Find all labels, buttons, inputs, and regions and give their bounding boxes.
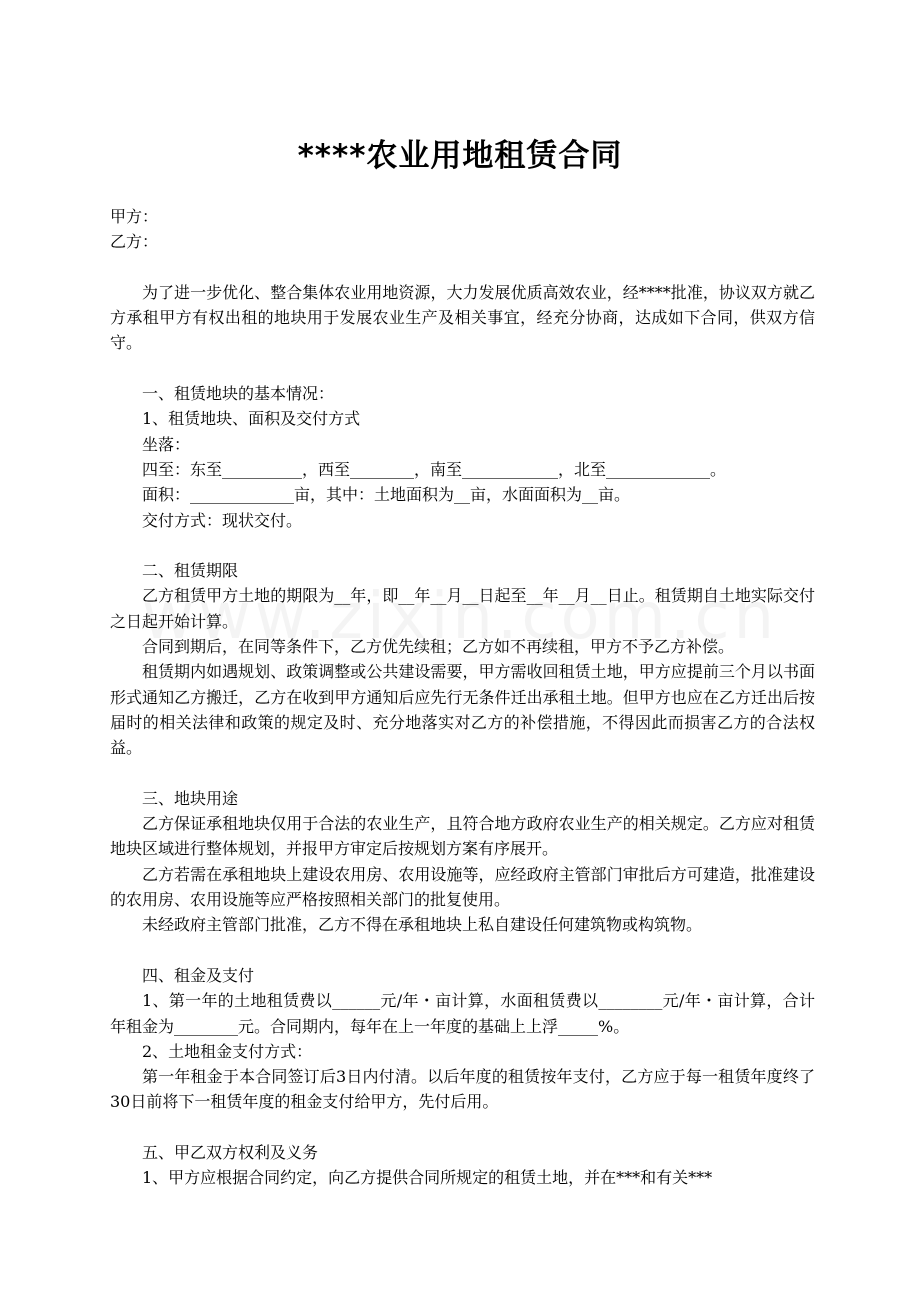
section4-paragraph-1: 1、第一年的土地租赁费以______元/年・亩计算，水面租赁费以________元/年・亩计算，合计年租金为________元。合同期内，每年在上一年度的基础上上浮_____%。 [110,991,815,1036]
section1-delivery: 交付方式：现状交付。 [142,510,303,530]
section4-heading: 四、租金及支付 [142,965,255,985]
spacer [110,255,815,280]
section1-boundaries: 四至：东至__________，西至________，南至____________，北至_____________。 [142,459,727,479]
document-title: ****农业用地租赁合同 [297,138,623,174]
section4-paragraph-3: 第一年租金于本合同签订后3日内付清。以后年度的租赁按年支付，乙方应于每一租赁年度终了30日前将下一租赁年度的租金支付给甲方，先付后用。 [110,1067,815,1112]
section3-paragraph-3: 未经政府主管部门批准，乙方不得在承租地块上私自建设任何建筑物或构筑物。 [142,915,703,935]
section1-area: 面积：_____________亩，其中：土地面积为__亩，水面面积为__亩。 [142,485,631,505]
section2-paragraph-3: 租赁期内如遇规划、政策调整或公共建设需要，甲方需收回租赁土地，甲方应提前三个月以书面形式通知乙方搬迁，乙方在收到甲方通知后应先行无条件迁出承租土地。但甲方也应在乙方迁出后按届时的相关法律和政策的规定及时、充分地落实对乙方的补偿措施，不得因此而损害乙方的合法权益。 [110,662,815,758]
section3-heading: 三、地块用途 [142,788,239,808]
spacer [110,761,815,786]
section5-heading: 五、甲乙双方权利及义务 [142,1142,319,1162]
party-b-line: 乙方： [110,232,159,252]
preamble-paragraph: 为了进一步优化、整合集体农业用地资源，大力发展优质高效农业，经****批准，协议双方就乙方承租甲方有权出租的地块用于发展农业生产及相关事宜，经充分协商，达成如下合同，供双方信守。 [110,282,815,353]
document-body [110,204,815,1191]
party-a-line: 甲方： [110,207,159,226]
section2-heading: 二、租赁期限 [142,561,239,581]
section3-paragraph-2: 乙方若需在承租地块上建设农用房、农用设施等，应经政府主管部门审批后方可建造，批准建设的农用房、农用设施等应严格按照相关部门的批复使用。 [110,864,815,910]
section1-item1: 1、租赁地块、面积及交付方式 [142,409,361,429]
spacer [110,1115,815,1140]
section2-paragraph-1: 乙方租赁甲方土地的期限为__年，即__年__月__日起至__年__月__日止。租赁期自土地实际交付之日起开始计算。 [110,586,815,631]
spacer [110,938,815,963]
spacer [110,533,815,558]
section2-paragraph-2: 合同到期后，在同等条件下，乙方优先续租；乙方如不再续租，甲方不予乙方补偿。 [142,637,735,657]
spacer [110,356,815,381]
section3-paragraph-1: 乙方保证承租地块仅用于合法的农业生产，且符合地方政府农业生产的相关规定。乙方应对租赁地块区域进行整体规划，并报甲方审定后按规划方案有序展开。 [110,814,815,859]
section5-paragraph-1: 1、甲方应根据合同约定，向乙方提供合同所规定的租赁土地，并在***和有关*** [142,1168,713,1188]
section1-heading: 一、租赁地块的基本情况： [142,384,335,404]
section1-location: 坐落： [142,434,191,454]
section4-paragraph-2: 2、土地租金支付方式： [142,1041,313,1061]
